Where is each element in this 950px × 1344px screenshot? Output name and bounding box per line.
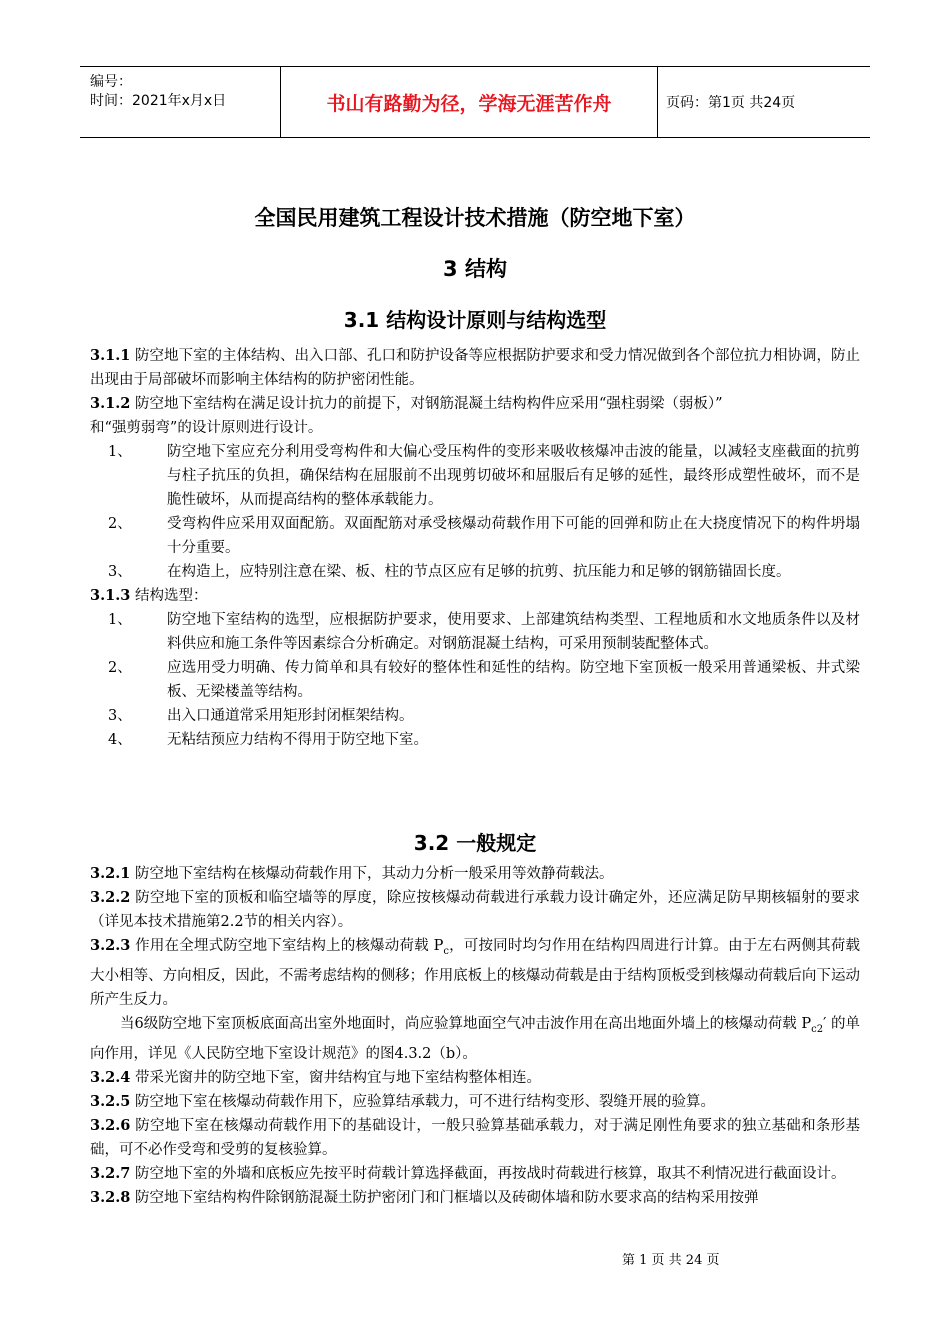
clause-3-1-2-continued: 和“强剪弱弯”的设计原则进行设计。 <box>90 420 323 436</box>
header-motto: 书山有路勤为径，学海无涯苦作舟 <box>280 67 658 137</box>
clause-number: 3.2.8 <box>90 1188 131 1206</box>
clause-3-2-1 <box>90 862 860 886</box>
clause-3-2-3 <box>90 934 860 1012</box>
list-item <box>90 560 860 584</box>
clause-number: 3.2.4 <box>90 1068 131 1086</box>
list-text: 在构造上，应特别注意在梁、板、柱的节点区应有足够的抗剪、抗压能力和足够的钢筋锚固长度。 <box>167 564 791 580</box>
list-item <box>90 704 860 728</box>
clause-3-2-8 <box>90 1186 860 1210</box>
list-item <box>90 728 860 752</box>
page-footer: 第 1 页 共 24 页 <box>622 1253 720 1268</box>
clause-number: 3.2.3 <box>90 937 131 954</box>
list-number: 1、 <box>108 444 132 460</box>
clause-number: 3.1.2 <box>90 395 131 412</box>
list-number: 3、 <box>108 708 132 724</box>
clause-3-2-2 <box>90 886 860 934</box>
section-3-1-body <box>90 344 860 752</box>
list-item <box>90 512 860 560</box>
list-number: 3、 <box>108 564 132 580</box>
clause-text: 带采光窗井的防空地下室，窗井结构宜与地下室结构整体相连。 <box>130 1069 541 1086</box>
list-text: 防空地下室应充分利用受弯构件和大偏心受压构件的变形来吸收核爆冲击波的能量，以减轻支座截面的抗剪与柱子抗压的负担，确保结构在屈服前不出现剪切破坏和屈服后有足够的延性，最终形成塑性破坏，而不是脆性破坏，从而提高结构的整体承载能力。 <box>167 444 860 508</box>
list-number: 4、 <box>108 732 132 748</box>
list-number: 2、 <box>108 516 132 532</box>
clause-3-2-7 <box>90 1162 860 1186</box>
date-label: 时间：2021年x月x日 <box>90 93 227 109</box>
subscript: c <box>443 945 449 957</box>
subscript: c2 <box>811 1023 824 1035</box>
document-title: 全国民用建筑工程设计技术措施（防空地下室） <box>254 206 696 230</box>
clause-text: 作用在全埋式防空地下室结构上的核爆动荷载 P <box>130 938 444 954</box>
section-3-2-body <box>90 862 860 1210</box>
clause-3-1-2 <box>90 392 860 416</box>
list-text: 无粘结预应力结构不得用于防空地下室。 <box>167 732 428 748</box>
clause-text: 防空地下室结构在满足设计抗力的前提下，对钢筋混凝土结构构件应采用“强柱弱梁（弱板）” <box>130 396 723 412</box>
clause-number: 3.1.3 <box>90 587 131 604</box>
clause-text: ，可按同时均匀作用在结构四周进行计算。由于左右两侧其荷载大小相等、方向相反，因此，不需考虑结构的侧移；作用底板上的核爆动荷载是由于结构顶板受到核爆动荷载后向下运动所产生反力。 <box>90 938 860 1008</box>
clause-3-1-1 <box>90 344 860 392</box>
clause-text: 防空地下室结构在核爆动荷载作用下，其动力分析一般采用等效静荷载法。 <box>130 866 614 882</box>
clause-text: 防空地下室在核爆动荷载作用下的基础设计，一般只验算基础承载力，对于满足刚性角要求的独立基础和条形基础，可不必作受弯和受剪的复核验算。 <box>90 1117 860 1158</box>
code-label: 编号： <box>90 74 132 90</box>
clause-number: 3.2.5 <box>90 1092 131 1110</box>
section-title-3-2: 3.2 一般规定 <box>413 831 537 855</box>
section-title-3-1: 3.1 结构设计原则与结构选型 <box>343 308 607 332</box>
list-text: 应选用受力明确、传力简单和具有较好的整体性和延性的结构。防空地下室顶板一般采用普通梁板、井式梁板、无梁楼盖等结构。 <box>167 660 860 700</box>
list-item <box>90 656 860 704</box>
clause-number: 3.2.2 <box>90 889 131 906</box>
clause-text: 结构选型： <box>130 588 208 604</box>
clause-text: 防空地下室的主体结构、出入口部、孔口和防护设备等应根据防护要求和受力情况做到各个部位抗力相协调，防止出现由于局部破坏而影响主体结构的防护密闭性能。 <box>90 348 860 388</box>
clause-3-2-6 <box>90 1114 860 1162</box>
clause-text: 当6级防空地下室顶板底面高出室外地面时，尚应验算地面空气冲击波作用在高出地面外墙上的核爆动荷载 P <box>120 1015 812 1032</box>
chapter-title: 3 结构 <box>443 257 507 281</box>
list-text: 出入口通道常采用矩形封闭框架结构。 <box>167 708 414 724</box>
list-number: 1、 <box>108 612 132 628</box>
clause-number: 3.1.1 <box>90 347 131 364</box>
clause-text: 防空地下室的外墙和底板应先按平时荷载计算选择截面，再按战时荷载进行核算，取其不利情况进行截面设计。 <box>130 1165 846 1182</box>
clause-3-1-3 <box>90 584 860 608</box>
clause-text: 防空地下室的顶板和临空墙等的厚度，除应按核爆动荷载进行承载力设计确定外，还应满足防早期核辐射的要求（详见本技术措施第2.2节的相关内容）。 <box>90 890 860 930</box>
list-item <box>90 440 860 512</box>
header-table <box>80 66 870 138</box>
clause-3-2-4 <box>90 1066 860 1090</box>
list-number: 2、 <box>108 660 132 676</box>
clause-3-2-5 <box>90 1090 860 1114</box>
clause-number: 3.2.1 <box>90 865 131 882</box>
clause-3-2-3-note <box>90 1012 860 1066</box>
list-item <box>90 608 860 656</box>
list-text: 防空地下室结构的选型，应根据防护要求，使用要求、上部建筑结构类型、工程地质和水文地质条件以及材料供应和施工条件等因素综合分析确定。对钢筋混凝土结构，可采用预制装配整体式。 <box>167 612 860 652</box>
list-text: 受弯构件应采用双面配筋。双面配筋对承受核爆动荷载作用下可能的回弹和防止在大挠度情况下的构件坍塌十分重要。 <box>167 516 860 556</box>
clause-text: ′ 的单向作用，详见《人民防空地下室设计规范》的图4.3.2（b）。 <box>90 1015 861 1062</box>
clause-number: 3.2.6 <box>90 1116 131 1134</box>
clause-text: 防空地下室在核爆动荷载作用下，应验算结承载力，可不进行结构变形、裂缝开展的验算。 <box>130 1093 715 1110</box>
header-page-label: 页码：第1页 共24页 <box>666 95 796 111</box>
header-left-cell <box>80 67 280 137</box>
clause-number: 3.2.7 <box>90 1164 131 1182</box>
clause-text: 防空地下室结构构件除钢筋混凝土防护密闭门和门框墙以及砖砌体墙和防水要求高的结构采用按弹 <box>130 1189 759 1206</box>
